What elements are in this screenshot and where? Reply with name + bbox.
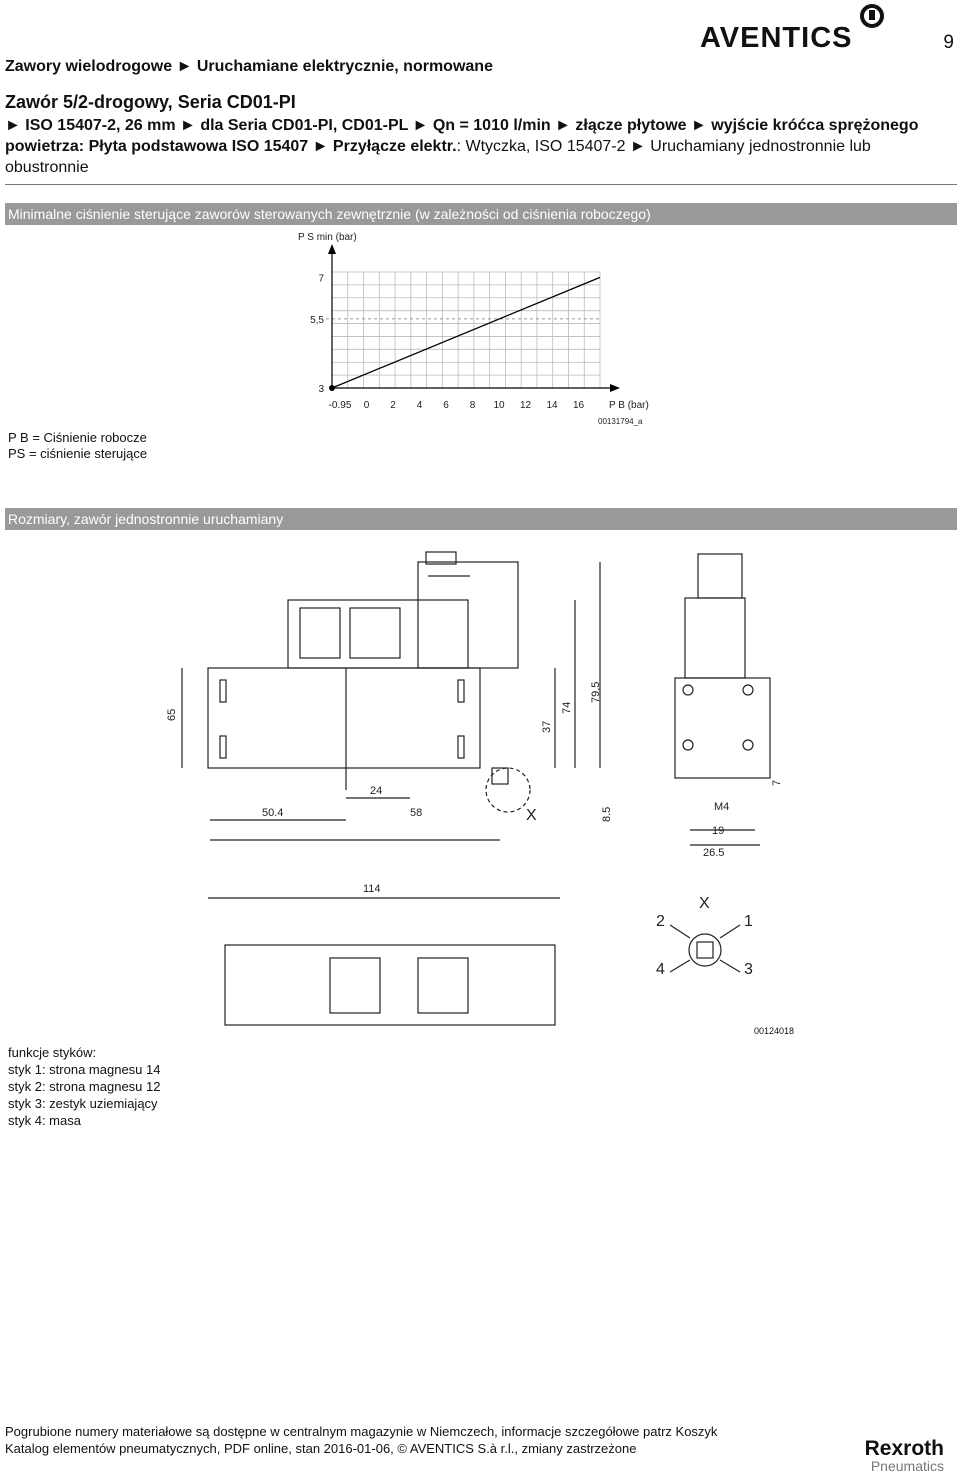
- figure-id-chart: 00131794_a: [598, 417, 643, 426]
- dim-19: 19: [712, 825, 725, 837]
- dim-50-4: 50.4: [262, 807, 284, 819]
- detail-label-x: X: [526, 807, 537, 824]
- dim-24: 24: [370, 785, 383, 797]
- x-tick-label: 14: [546, 400, 558, 411]
- dim-114: 114: [363, 883, 381, 895]
- spec-summary-normal: : Wtyczka, ISO 15407-2 ► Uruchamiany jednostronnie lub obustronnie: [5, 138, 871, 176]
- dim-74: 74: [561, 701, 573, 714]
- footer-note: Pogrubione numery materiałowe są dostępne w centralnym magazynie w Niemczech, informacje szczegółowe patrz Koszyk: [5, 1424, 718, 1439]
- pneumatics-label: Pneumatics: [870, 1458, 944, 1474]
- x-tick-label: 12: [519, 400, 532, 411]
- pin-2: 2: [656, 913, 665, 930]
- legend-ps: PS = ciśnienie sterujące: [8, 446, 148, 461]
- top-view-body: [225, 945, 555, 1025]
- series-start-point: [329, 385, 335, 391]
- x-tick-label: 10: [493, 400, 505, 411]
- spec-summary: [5, 115, 955, 178]
- x-tick-label: -0.95: [328, 400, 352, 411]
- valve-body: [208, 668, 480, 768]
- pin-function-item: styk 1: strona magnesu 14: [8, 1062, 161, 1077]
- pin-function-item: styk 2: strona magnesu 12: [8, 1079, 161, 1094]
- x-tick-label: 6: [443, 400, 449, 411]
- legend-pb: P B = Ciśnienie robocze: [8, 430, 147, 445]
- pin-function-item: styk 4: masa: [8, 1113, 81, 1128]
- x-axis-arrow: [610, 384, 620, 392]
- pin-functions: [8, 1044, 160, 1129]
- y-tick-label: 7: [318, 273, 324, 285]
- pin-function-item: styk 3: zestyk uziemiający: [8, 1096, 158, 1111]
- pin-3: 3: [744, 961, 753, 978]
- pressure-chart: [290, 228, 660, 428]
- x-tick-label: 2: [390, 400, 396, 411]
- divider: [5, 184, 957, 185]
- y-tick-label: 5,5: [310, 314, 324, 326]
- dim-8-5: 8.5: [601, 806, 613, 822]
- y-tick-label: 3: [318, 384, 324, 395]
- section-heading-pressure: Minimalne ciśnienie sterujące zaworów sterowanych zewnętrznie (w zależności od ciśnienia roboczego): [5, 203, 957, 225]
- logo-wordmark: AVENTICS: [700, 22, 853, 54]
- dim-26-5: 26.5: [703, 847, 725, 859]
- x-tick-label: 8: [469, 400, 476, 411]
- dim-58: 58: [410, 807, 423, 819]
- x-tick-label: 0: [363, 400, 370, 411]
- x-tick-label: 4: [416, 400, 423, 411]
- y-axis-label: P S min (bar): [298, 232, 357, 243]
- dimension-drawing: [166, 540, 790, 1040]
- y-axis-arrow: [328, 244, 336, 254]
- spec-summary-bold: ► ISO 15407-2, 26 mm ► dla Seria CD01-PI, CD01-PL ► Qn = 1010 l/min ► złącze płytowe ► wyjście króćca sprężonego powietrza: Płyta podstawowa ISO 15407 ► Przyłącze elektr.: [5, 117, 919, 155]
- breadcrumb: Zawory wielodrogowe ► Uruchamiane elektrycznie, normowane: [5, 58, 493, 75]
- footer-catalog: Katalog elementów pneumatycznych, PDF online, stan 2016-01-06, © AVENTICS S.à r.l., zmiany zastrzeżone: [5, 1441, 637, 1456]
- series-line: [332, 277, 600, 388]
- page-number: 9: [943, 32, 954, 53]
- dim-m4: M4: [714, 801, 730, 813]
- page-title: Zawór 5/2-drogowy, Seria CD01-PI: [5, 92, 296, 112]
- dim-65: 65: [166, 708, 178, 721]
- figure-id-dimensions: 00124018: [754, 1026, 795, 1036]
- detail-label-x-top: X: [699, 895, 710, 912]
- aventics-logo: [698, 0, 888, 57]
- pin-1: 1: [744, 913, 753, 930]
- connector-detail: [689, 934, 721, 966]
- dim-37: 37: [541, 720, 553, 733]
- pin-functions-title: funkcje styków:: [8, 1045, 97, 1060]
- pin-4: 4: [656, 961, 665, 978]
- x-tick-label: 16: [572, 400, 585, 411]
- x-axis-label: P B (bar): [609, 400, 649, 411]
- dim-79-5: 79,5: [590, 681, 602, 703]
- rexroth-logo: Rexroth: [864, 1437, 944, 1460]
- dim-7: 7: [771, 779, 783, 786]
- section-heading-dimensions: Rozmiary, zawór jednostronnie uruchamiany: [5, 508, 957, 530]
